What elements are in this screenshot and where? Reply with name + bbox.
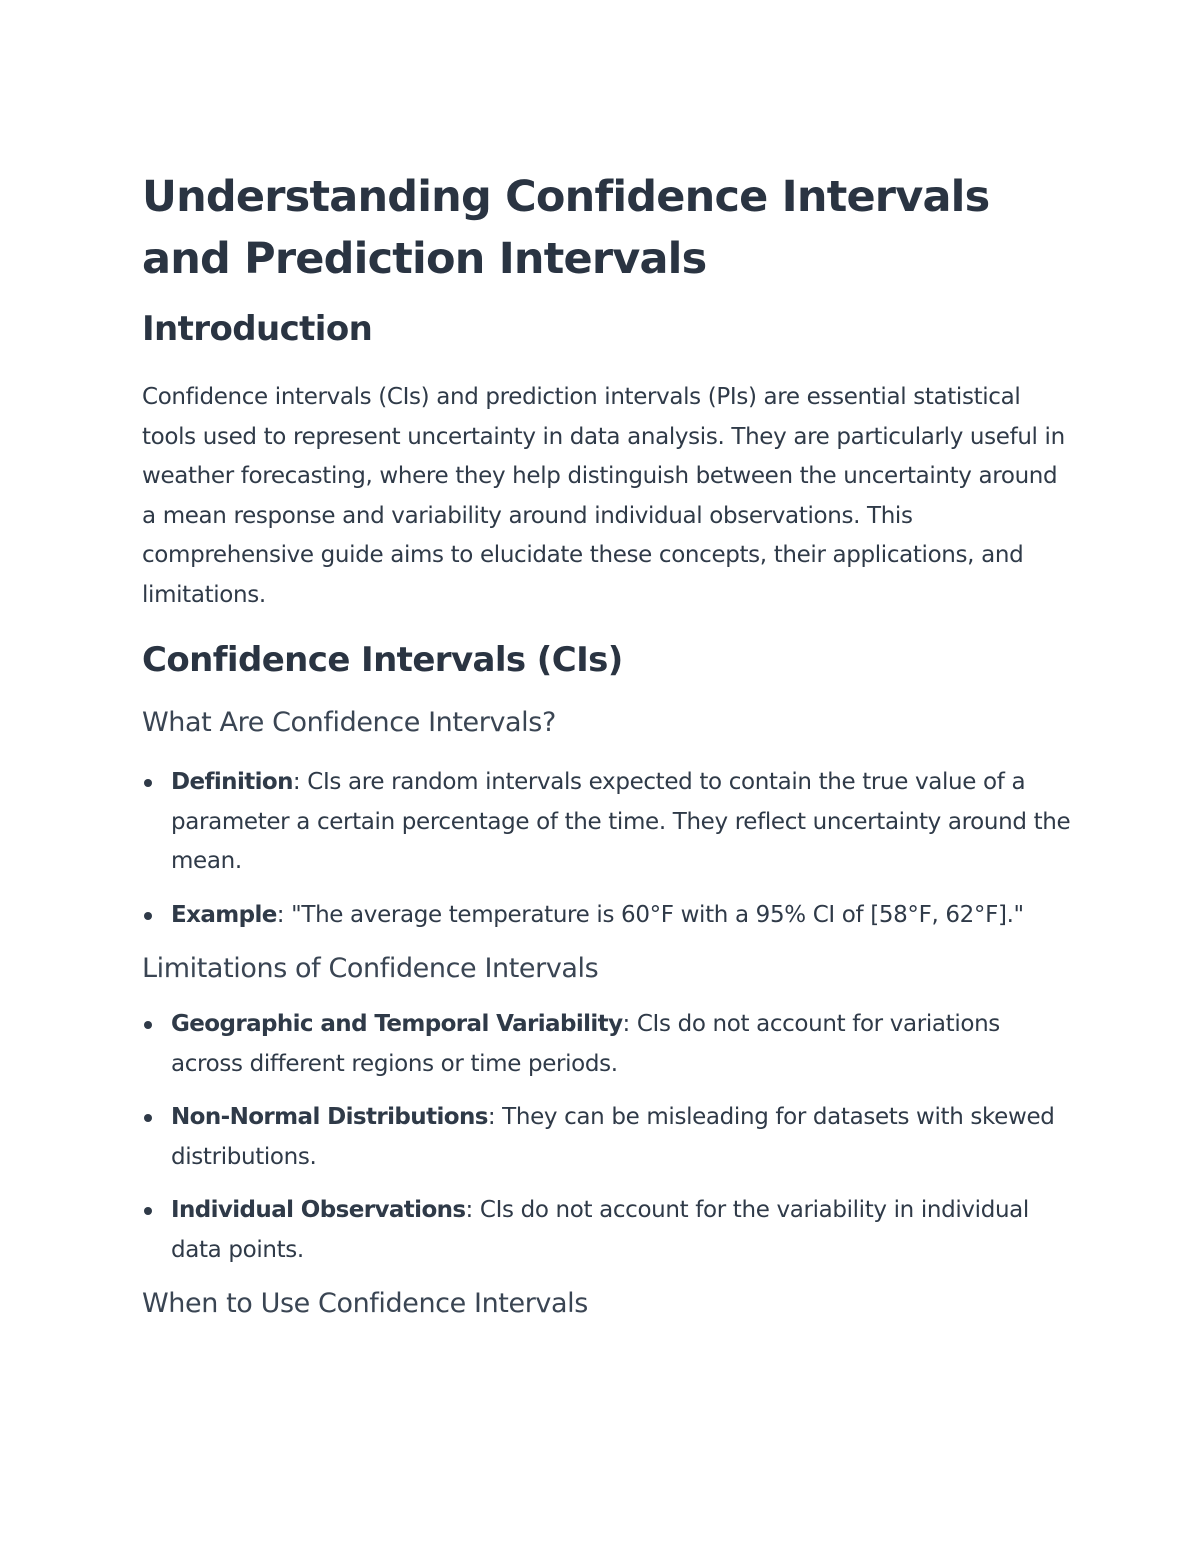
list-item-term: Non-Normal Distributions — [171, 1104, 488, 1130]
list-item-definition — [142, 763, 1072, 882]
introduction-heading: Introduction — [142, 309, 373, 349]
list-item-term: Example — [171, 901, 277, 928]
limitations-list — [142, 1005, 1072, 1270]
list-item-term: Individual Observations — [171, 1197, 466, 1223]
list-item-text: : CIs are random intervals expected to contain the true value of a parameter a certain percentage of the time. They reflect uncertainty around the mean. — [171, 769, 1071, 874]
bullet-icon — [144, 1114, 152, 1122]
list-item-text: : They can be misleading for datasets with skewed distributions. — [171, 1104, 1055, 1170]
list-item-non-normal — [142, 1098, 1072, 1177]
list-item-geographic-temporal — [142, 1005, 1072, 1084]
when-to-use-heading: When to Use Confidence Intervals — [142, 1288, 588, 1319]
document-page — [142, 166, 1072, 1322]
bullet-icon — [144, 1021, 152, 1029]
list-item-individual-observations — [142, 1191, 1072, 1270]
what-are-list — [142, 763, 1072, 935]
what-are-confidence-intervals-heading: What Are Confidence Intervals? — [142, 707, 556, 738]
list-item-text: : CIs do not account for the variability in individual data points. — [171, 1197, 1029, 1263]
bullet-icon — [144, 1207, 152, 1215]
list-item-term: Geographic and Temporal Variability — [171, 1011, 623, 1037]
bullet-icon — [144, 912, 152, 920]
list-item-example — [142, 896, 1072, 936]
list-item-text: : "The average temperature is 60°F with a 95% CI of [58°F, 62°F]." — [276, 901, 1024, 928]
confidence-intervals-heading: Confidence Intervals (CIs) — [142, 640, 623, 680]
document-title: Understanding Confidence Intervals and Prediction Intervals — [142, 172, 990, 284]
list-item-text: : CIs do not account for variations across different regions or time periods. — [171, 1011, 1000, 1077]
introduction-paragraph: Confidence intervals (CIs) and prediction intervals (PIs) are essential statistical tools used to represent uncertainty in data analysis. They are particularly useful in weather forecasting, where they help distinguish between the uncertainty around a mean response and variability around individual observations. This comprehensive guide aims to elucidate these concepts, their applications, and limitations. — [142, 384, 1065, 608]
limitations-heading: Limitations of Confidence Intervals — [142, 953, 599, 984]
bullet-icon — [144, 779, 152, 787]
list-item-term: Definition — [171, 769, 293, 795]
